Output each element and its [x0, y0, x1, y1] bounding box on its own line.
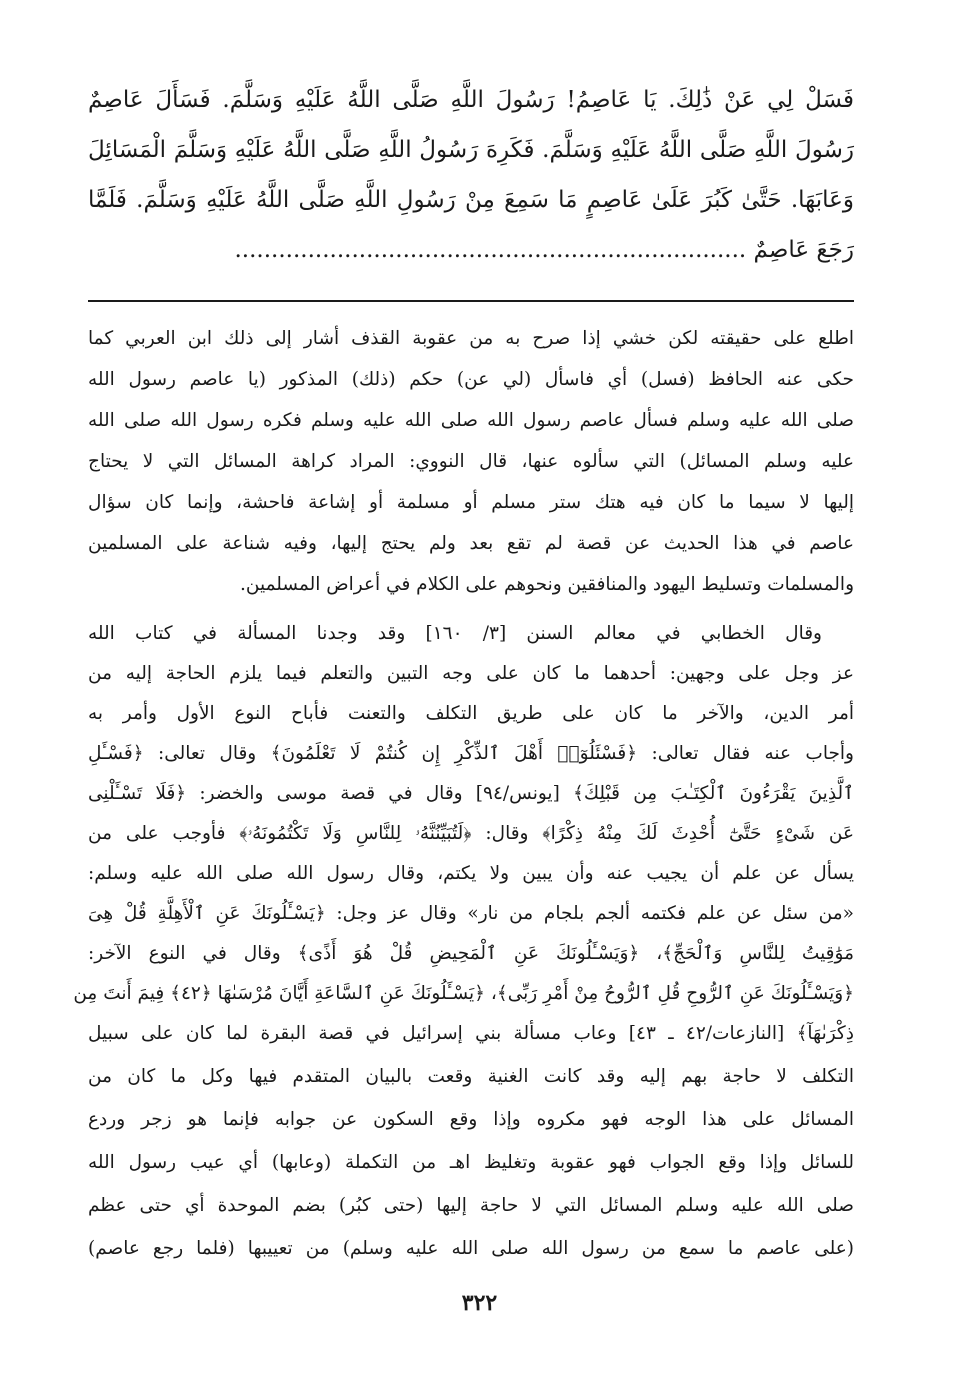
commentary-line-19: التكلف لا حاجة بهم إليه وقد كانت الغنية وقعت بالبيان المتقدم فيها وكل ما كان من	[88, 1066, 854, 1087]
commentary-line-18: ذِكْرَىٰهَآ﴾ [النازعات/٤٢ ـ ٤٣] وعاب مسألة بني إسرائيل في قصة البقرة لما كان على سبيل	[88, 1023, 854, 1044]
commentary-line-7: والمسلمات وتسليط اليهود والمنافقين ونحوهم على الكلام في أعراض المسلمين.	[240, 574, 854, 595]
commentary-line-14: يسأل عن علم أن يجيب عنه وأن يبين ولا يكتم، وقال رسول الله صلى الله عليه وسلم:	[88, 863, 854, 884]
commentary-line-11: وأجاب عنه فقال تعالى: ﴿فَسْئَلُوٓا۟ أَهْلَ ٱلذِّكْرِ إِن كُنتُمْ لَا تَعْلَمُونَ﴾ وقال تعالى: ﴿فَسْـَٔلِ	[88, 743, 854, 764]
commentary-line-4: عليه وسلم المسائل) التي سألوه عنها، قال النووي: المراد كراهة المسائل التي لا يحتاج	[88, 451, 854, 472]
commentary-line-2: حكى عنه الحافظ (فسل) أي فاسأل (لي عن) حكم (ذلك) المذكور (يا عاصم رسول الله	[88, 369, 854, 390]
commentary-line-16: مَوَٰقِيتُ لِلنَّاسِ وَٱلْحَجِّ﴾، ﴿وَيَسْـَٔلُونَكَ عَنِ ٱلْمَحِيضِ قُلْ هُوَ أَذًى﴾ وقال في النوع الآخر:	[88, 943, 854, 964]
commentary-line-9: عز وجل على وجهين: أحدهما ما كان على وجه التبين والتعلم فيما يلزم الحاجة إليه من	[88, 663, 854, 684]
commentary-line-22: صلى الله عليه وسلم المسائل التي لا حاجة إليها (حتى كبُر) بضم الموحدة أي حتى عظم	[88, 1195, 854, 1216]
footnote-separator	[88, 300, 854, 302]
hadith-line-2: رَسُولَ اللَّهِ صَلَّى اللَّهُ عَلَيْهِ وَسَلَّمَ. فَكَرِهَ رَسُولُ اللَّهِ صَلَّى اللَّهُ عَلَيْهِ وَسَلَّمَ الْمَسَائِلَ	[88, 137, 854, 163]
commentary-line-12: ٱلَّذِينَ يَقْرَءُونَ ٱلْكِتَـٰبَ مِن قَبْلِكَ﴾ [يونس/٩٤] وقال في قصة موسى والخضر: ﴿فَلَا تَسْـَٔلْنِى	[88, 783, 855, 804]
commentary-line-1: اطلع على حقيقته لكن خشي إذا صرح به من عقوبة القذف أشار إلى ذلك ابن العربي كما	[88, 328, 854, 349]
hadith-line-3: وَعَابَهَا. حَتَّىٰ كَبُرَ عَلَىٰ عَاصِمٍ مَا سَمِعَ مِنْ رَسُولِ اللَّهِ صَلَّى اللَّهُ عَلَيْهِ وَسَلَّمَ. فَلَمَّا	[88, 187, 854, 213]
commentary-line-5: إليها لا سيما ما كان فيه هتك ستر مسلم أو مسلمة أو إشاعة فاحشة، وإنما كان سؤال	[88, 492, 854, 513]
commentary-line-13: عَن شَىْءٍ حَتَّىٰٓ أُحْدِثَ لَكَ مِنْهُ ذِكْرًا﴾ وقال: ﴿لَتُبَيِّنُنَّهُۥ لِلنَّاسِ وَلَا تَكْتُمُونَهُۥ﴾ فأوجب على من	[88, 823, 854, 844]
commentary-line-23: (على عاصم ما سمع من رسول الله صلى الله عليه وسلم) من تعييبها (فلما رجع عاصم)	[88, 1238, 854, 1259]
page-number: ٣٢٢	[461, 1290, 498, 1316]
commentary-line-6: عاصم في هذا الحديث عن قصة لم تقع بعد ولم يحتج إليها، وفيه شناعة على المسلمين	[88, 533, 854, 554]
commentary-line-10: أمر الدين، والآخر ما كان على طريق التكلف والتعنت فأباح النوع الأول وأمر به	[88, 703, 854, 724]
commentary-line-15: «من سئل عن علم فكتمه ألجم بلجام من نار» وقال عز وجل: ﴿يَسْـَٔلُونَكَ عَنِ ٱلْأَهِلَّةِ قُلْ هِىَ	[88, 903, 854, 924]
commentary-line-3: صلى الله عليه وسلم فسأل عاصم رسول الله صلى الله عليه وسلم فكره رسول الله صلى الله	[88, 410, 854, 431]
hadith-line-1: فَسَلْ لِي عَنْ ذَٰلِكَ. يَا عَاصِمُ! رَسُولَ اللَّهِ صَلَّى اللَّهُ عَلَيْهِ وَسَلَّمَ. فَسَأَلَ عَاصِمٌ	[88, 87, 854, 113]
commentary-line-8: وقال الخطابي في معالم السنن [٣/ ١٦٠] وقد وجدنا المسألة في كتاب الله	[88, 623, 822, 644]
commentary-line-20: المسائل على هذا الوجه فهو مكروه وإذا وقع السكون عن جوابه فإنما هو زجر وردع	[88, 1109, 854, 1130]
hadith-line-4: رَجَعَ عَاصِمٌ ......................................................................	[234, 237, 854, 263]
commentary-line-17: ﴿وَيَسْـَٔلُونَكَ عَنِ ٱلرُّوحِ قُلِ ٱلرُّوحُ مِنْ أَمْرِ رَبِّى﴾، ﴿يَسْـَٔلُونَكَ عَنِ ٱلسَّاعَةِ أَيَّانَ مُرْسَىٰهَا ﴿٤٢﴾ فِيمَ أَنتَ مِن	[73, 983, 854, 1004]
commentary-line-21: للسائل وإذا وقع الجواب فهو عقوبة وتغليظ اهـ من التكملة (وعابها) أي عيب رسول الله	[88, 1152, 854, 1173]
